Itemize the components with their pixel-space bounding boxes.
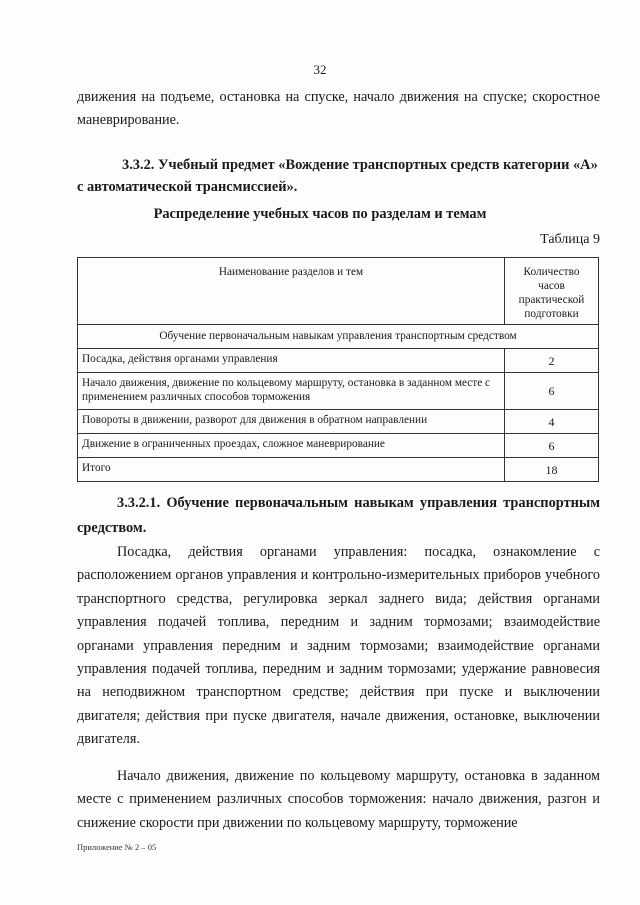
table-section-row bbox=[78, 325, 599, 349]
row-hours-cell: 2 bbox=[505, 349, 599, 373]
table-total-row bbox=[78, 458, 599, 482]
row-name-cell: Повороты в движении, разворот для движения в обратном направлении bbox=[78, 410, 505, 434]
row-hours-cell: 6 bbox=[505, 373, 599, 410]
body-paragraph-2: Начало движения, движение по кольцевому маршруту, остановка в заданном месте с применением различных способов торможения: начало движения, разгон и снижение скорости при движении по кольцевому маршруту, торможение bbox=[77, 768, 600, 831]
hours-distribution-table bbox=[77, 257, 599, 482]
header-hours-cell: Количество часов практической подготовки bbox=[505, 258, 599, 325]
total-label-cell: Итого bbox=[78, 458, 505, 482]
table-row bbox=[78, 349, 599, 373]
row-name-cell: Начало движения, движение по кольцевому маршруту, остановка в заданном месте с применением различных способов торможения bbox=[78, 373, 505, 410]
row-name-cell: Движение в ограниченных проездах, сложное маневрирование bbox=[78, 434, 505, 458]
body-paragraph-1: Посадка, действия органами управления: посадка, ознакомление с расположением органов управления и контрольно-измерительных приборов учебного транспортного средства, регулировка зеркал заднего вида; действия органами управления подачей топлива, передним и задним тормозами; взаимодействие органами управления передним и задним тормозами; взаимодействие органами управления подачей топлива, передним и задним тормозами; удержание равновесия на неподвижном транспортном средстве; действия при пуске и выключении двигателя; действия при пуске двигателя, начале движения, остановке, выключении двигателя. bbox=[77, 544, 600, 748]
page-number: 32 bbox=[313, 62, 327, 77]
table-label: Таблица 9 bbox=[540, 232, 600, 247]
intro-paragraph: движения на подъеме, остановка на спуске, начало движения на спуске; скоростное маневрирование. bbox=[77, 89, 600, 129]
subsection-heading: 3.3.2.1. Обучение первоначальным навыкам управления транспортным средством. bbox=[77, 495, 600, 536]
row-hours-cell: 4 bbox=[505, 410, 599, 434]
section-row-cell: Обучение первоначальным навыкам управления транспортным средством bbox=[78, 325, 599, 349]
table-header-row bbox=[78, 258, 599, 325]
header-name-cell: Наименование разделов и тем bbox=[78, 258, 505, 325]
page-footer: Приложение № 2 – 05 bbox=[77, 842, 157, 852]
row-name-cell: Посадка, действия органами управления bbox=[78, 349, 505, 373]
section-heading: 3.3.2. Учебный предмет «Вождение транспортных средств категории «А» с автоматической трансмиссией». bbox=[77, 157, 598, 195]
table-row bbox=[78, 373, 599, 410]
table-title: Распределение учебных часов по разделам и темам bbox=[153, 206, 487, 222]
row-hours-cell: 6 bbox=[505, 434, 599, 458]
total-hours-cell: 18 bbox=[505, 458, 599, 482]
table-row bbox=[78, 410, 599, 434]
table-row bbox=[78, 434, 599, 458]
